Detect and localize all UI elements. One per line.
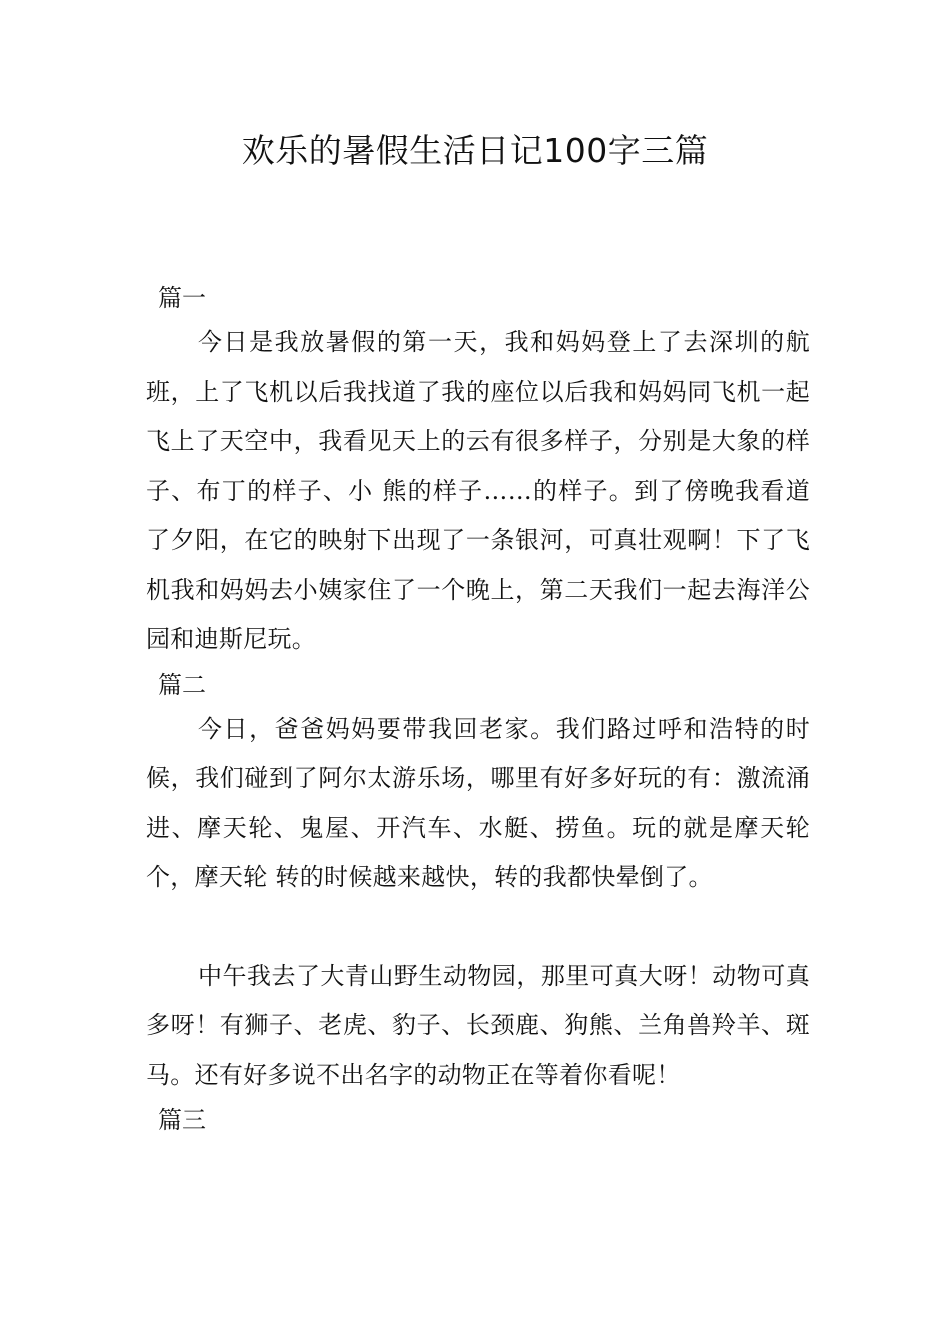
section-1-paragraph-1: 今日是我放暑假的第一天，我和妈妈登上了去深圳的航班，上了飞机以后我找道了我的座位以后我和妈妈同飞机一起飞上了天空中，我看见天上的云有很多样子，分别是大象的样子、布丁的样子、小 熊的样子……的样子。到了傍晚我看道了夕阳，在它的映射下出现了一条银河，可真壮观啊！下了飞机我和妈妈去小姨家住了一个晚上，第二天我们一起去海洋公园和迪斯尼玩。 (146, 328, 810, 653)
section-2-paragraph-2: 中午我去了大青山野生动物园，那里可真大呀！动物可真多呀！有狮子、老虎、豹子、长颈鹿、狗熊、兰角兽羚羊、斑马。还有好多说不出名字的动物正在等着你看呢！ (146, 961, 810, 1089)
document-title: 欢乐的暑假生活日记100字三篇 (241, 131, 709, 170)
section-heading-3: 篇三 (158, 1106, 206, 1134)
section-heading-1: 篇一 (158, 284, 206, 312)
section-2-paragraph-1: 今日，爸爸妈妈要带我回老家。我们路过呼和浩特的时候，我们碰到了阿尔太游乐场，哪里有好多好玩的有：激流涌进、摩天轮、鬼屋、开汽车、水艇、捞鱼。玩的就是摩天轮个，摩天轮 转的时候越来越快，转的我都快晕倒了。 (146, 714, 810, 891)
document-body (146, 278, 810, 1140)
paragraph-spacer (146, 903, 810, 952)
section-heading-2: 篇二 (158, 670, 206, 699)
